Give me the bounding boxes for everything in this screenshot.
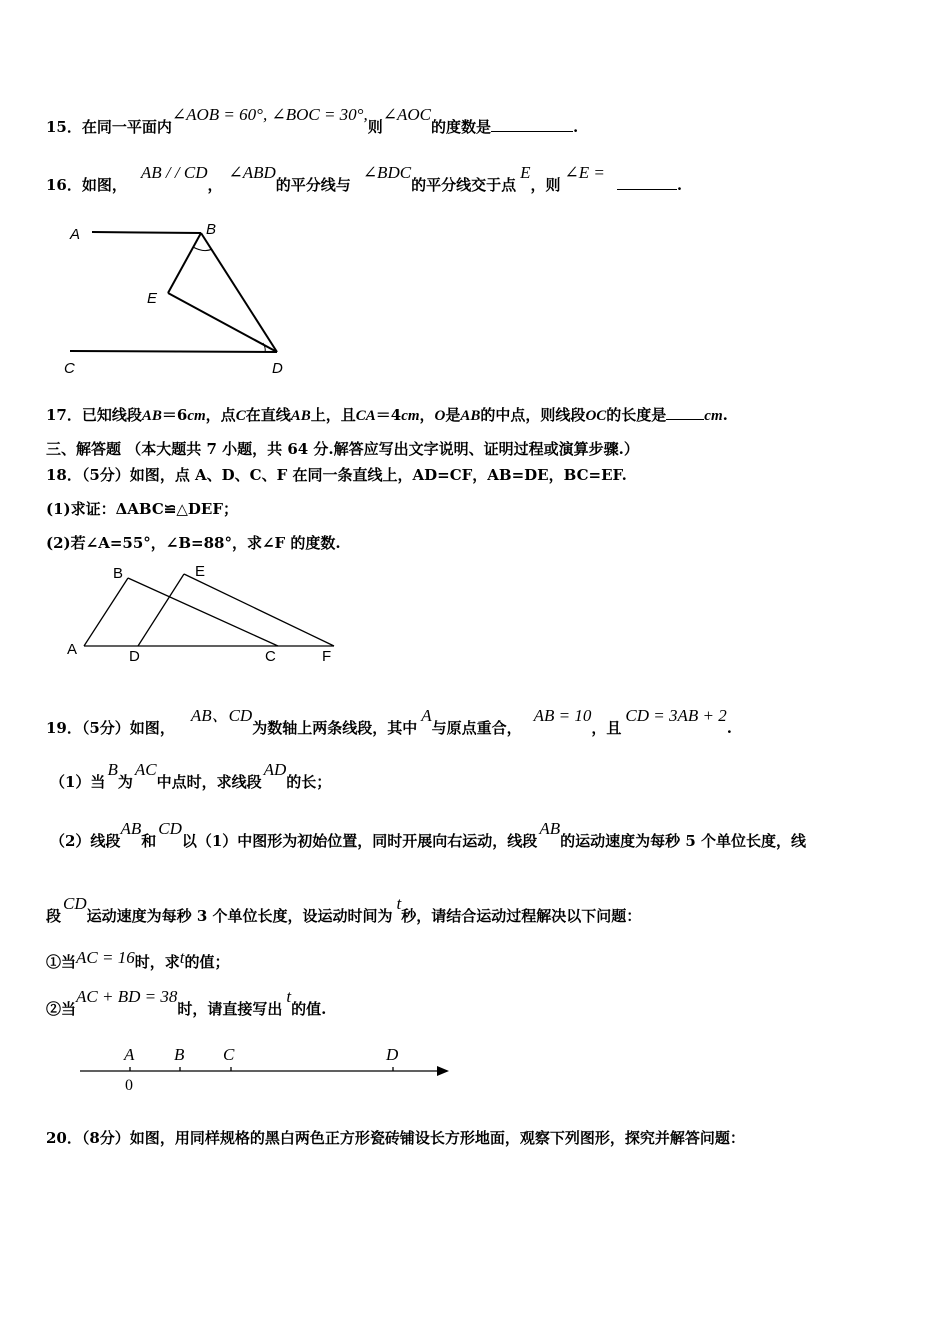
q18-line-ef (184, 574, 334, 646)
q19-s1-math-1: AC = 16 (76, 948, 135, 967)
q19-p1-math-2: AC (134, 760, 157, 779)
q15-text-a: 在同一平面内 (81, 118, 172, 136)
q18-label-d: D (129, 648, 140, 665)
q16-math-5: ∠E = (564, 163, 605, 182)
q16-line-be (168, 233, 201, 293)
q16-text-c: 的平分线交于点 (411, 176, 517, 194)
q16-comma-1: ， (207, 176, 223, 194)
q15-number: 15． (46, 118, 82, 136)
q19-s1-math-2: t (179, 948, 185, 967)
number-line-label-a: A (124, 1045, 135, 1064)
q18-part-1 (46, 498, 238, 519)
q17-math-ab: AB (141, 408, 162, 424)
q18-label-f: F (322, 648, 332, 665)
q16-line-ed (168, 293, 277, 352)
q19-math-2: A (421, 706, 432, 725)
q16-text-a: 如图， (81, 176, 127, 194)
q18-line-de (138, 574, 184, 646)
q18-label-a: A (67, 641, 78, 658)
number-line-arrow-icon (437, 1066, 449, 1076)
q19-p2-text-a: （2）线段 (50, 832, 121, 850)
q16-end: . (676, 176, 683, 194)
question-18 (46, 464, 627, 485)
number-line-label-d: D (386, 1045, 399, 1064)
q19-p1-text-a: （1）当 (50, 773, 106, 791)
q19-p2-text-b: 和 (141, 832, 157, 850)
q19-p3-math-2: t (396, 894, 402, 913)
q16-figure (60, 215, 300, 380)
q17-text-f: ＝4 (375, 406, 402, 424)
q16-math-1: AB / / CD (140, 163, 208, 182)
question-17 (46, 404, 728, 425)
q16-math-3: ∠BDC (362, 163, 412, 182)
q18-label-e: E (195, 563, 206, 580)
q18-label-b: B (113, 565, 124, 582)
q16-math-2: ∠ABD (228, 163, 276, 182)
q19-number-line (75, 1040, 465, 1095)
q19-p1-text-d: 的长； (286, 773, 332, 791)
q16-line-bd (201, 233, 277, 352)
q17-text-e: 上，且 (310, 406, 356, 424)
q17-math-cm1: cm (187, 408, 206, 424)
q19-math-3: AB = 10 (533, 706, 592, 725)
q19-sub-2 (46, 987, 327, 1019)
q17-math-c: C (235, 408, 246, 424)
q17-text-h: 是 (445, 406, 461, 424)
q17-math-cm3: cm (704, 408, 723, 424)
q15-end: . (573, 118, 579, 136)
q19-p3-text-c: 秒，请结合运动过程解决以下问题： (401, 907, 642, 925)
q19-sub-1 (46, 948, 230, 972)
q15-math-1: ∠AOB = 60°, ∠BOC = 30°, (171, 105, 368, 124)
q17-text-a: 已知线段 (81, 406, 142, 424)
q19-part-2-cont (46, 894, 642, 926)
q18-number: 18． (46, 466, 82, 484)
q17-math-ab2: AB (290, 408, 311, 424)
q19-p1-text-c: 中点时，求线段 (156, 773, 262, 791)
q19-p2-math-1: AB (120, 819, 142, 838)
q19-p3-text-a: 段 (46, 907, 62, 925)
q16-label-e: E (147, 290, 158, 307)
q19-part-1 (50, 760, 332, 792)
question-20 (46, 1127, 745, 1148)
q19-p3-text-b: 运动速度为每秒 3 个单位长度，设运动时间为 (86, 907, 393, 925)
q17-math-ca: CA (355, 408, 376, 424)
q17-math-oc: OC (585, 408, 607, 424)
q19-text-c: 与原点重合， (431, 719, 522, 737)
q16-label-b: B (206, 221, 217, 238)
q16-label-a: A (70, 226, 81, 243)
q17-math-cm2: cm (401, 408, 420, 424)
q16-answer-blank[interactable] (617, 175, 677, 190)
q19-p2-math-3: AB (539, 819, 561, 838)
q19-p2-text-c: 以（1）中图形为初始位置，同时开展向右运动，线段 (181, 832, 538, 850)
q19-s1-text-c: 的值； (184, 953, 230, 971)
q19-text-a: （5分）如图， (81, 719, 175, 737)
q18-part-1-text: (1)求证：ΔABC≌△DEF； (46, 500, 238, 518)
question-15 (46, 105, 579, 137)
q17-math-o: O (434, 408, 446, 424)
q19-end: . (726, 719, 732, 737)
q17-text-b: ＝6 (161, 406, 188, 424)
q19-number: 19． (46, 719, 82, 737)
q16-math-4: E (520, 163, 531, 182)
section-3-heading (46, 438, 639, 459)
q19-p1-math-3: AD (263, 760, 287, 779)
q19-s1-text-a: ①当 (46, 953, 77, 971)
q15-math-2: ∠AOC (382, 105, 431, 124)
question-19 (46, 706, 732, 738)
q18-stem: （5分）如图，点 A、D、C、F 在同一条直线上，AD=CF，AB=DE，BC=EF. (81, 466, 627, 484)
q19-math-1: AB、CD (190, 706, 253, 725)
q19-s2-text-b: 时，请直接写出 (177, 1000, 283, 1018)
section-3-title: 三、解答题 （本大题共 7 小题，共 64 分.解答应写出文字说明、证明过程或演算步骤.） (46, 440, 639, 458)
q17-text-c: ，点 (205, 406, 236, 424)
q18-line-ab (84, 578, 128, 646)
q17-text-i: 的中点，则线段 (480, 406, 586, 424)
q19-p2-text-d: 的运动速度为每秒 5 个单位长度，线 (560, 832, 806, 850)
q19-text-b: 为数轴上两条线段，其中 (252, 719, 418, 737)
q19-math-4: CD = 3AB + 2 (625, 706, 727, 725)
q17-text-g: ， (419, 406, 435, 424)
q16-text-d: ，则 (530, 176, 561, 194)
q17-text-j: 的长度是 (606, 406, 667, 424)
q16-line-ab (92, 232, 201, 233)
q19-p1-text-b: 为 (117, 773, 133, 791)
q15-text-c: 的度数是 (430, 118, 491, 136)
q16-line-cd (70, 351, 277, 352)
q19-p3-math-1: CD (63, 894, 87, 913)
q17-math-ab3: AB (460, 408, 481, 424)
q19-s2-math-2: t (286, 987, 292, 1006)
q18-figure (60, 560, 350, 670)
q16-number: 16． (46, 176, 82, 194)
q20-stem: （8分）如图，用同样规格的黑白两色正方形瓷砖铺设长方形地面，观察下列图形，探究并解答问题： (81, 1129, 745, 1147)
q19-p1-math-1: B (107, 760, 118, 779)
q19-text-d: ，且 (591, 719, 622, 737)
q18-part-2-text: (2)若∠A=55°，∠B=88°，求∠F 的度数. (46, 534, 341, 552)
q18-part-2 (46, 532, 341, 553)
q19-s2-text-a: ②当 (46, 1000, 77, 1018)
q17-answer-blank[interactable] (666, 405, 704, 420)
q19-p2-math-2: CD (158, 819, 182, 838)
q18-label-c: C (265, 648, 276, 665)
q19-part-2 (50, 819, 806, 851)
number-line-label-c: C (223, 1045, 235, 1064)
q16-label-c: C (64, 360, 75, 377)
q20-number: 20． (46, 1129, 82, 1147)
number-line-origin-label: 0 (125, 1077, 133, 1094)
q15-text-b: 则 (367, 118, 383, 136)
q17-text-d: 在直线 (245, 406, 291, 424)
question-16 (46, 163, 683, 195)
q19-s1-text-b: 时，求 (134, 953, 180, 971)
number-line-label-b: B (174, 1045, 185, 1064)
q17-end: . (722, 406, 728, 424)
q19-s2-math-1: AC + BD = 38 (76, 987, 178, 1006)
q15-answer-blank[interactable] (491, 117, 573, 132)
q19-s2-text-c: 的值. (291, 1000, 327, 1018)
q16-label-d: D (272, 360, 283, 377)
q18-line-bc (128, 578, 278, 646)
q17-number: 17． (46, 406, 82, 424)
q16-text-b: 的平分线与 (275, 176, 351, 194)
